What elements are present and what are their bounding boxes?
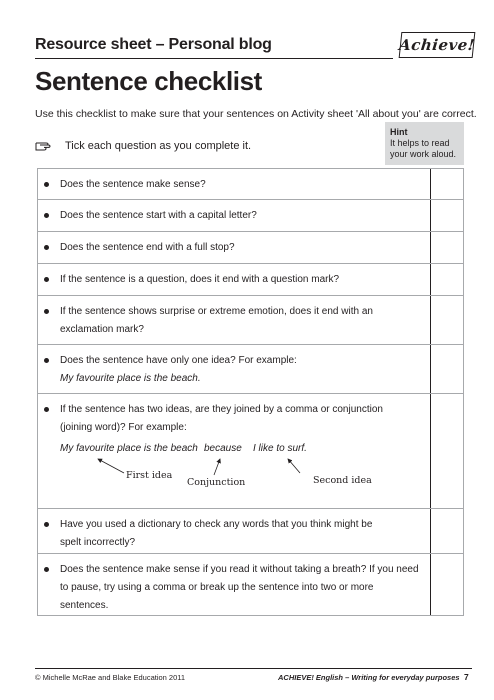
- tick-box[interactable]: [431, 169, 464, 200]
- tick-instruction-row: [35, 140, 251, 152]
- checklist-row: [38, 200, 464, 232]
- question-cell: [38, 345, 431, 394]
- bullet-icon: [44, 213, 49, 218]
- annotation-arrows: [38, 437, 428, 507]
- checklist-row: [38, 296, 464, 345]
- example-conjunction: because: [204, 443, 242, 454]
- series-title: ACHIEVE! English – Writing for everyday purposes: [278, 673, 460, 682]
- bullet-icon: [44, 309, 49, 314]
- conjunction-arrow: [214, 459, 220, 475]
- two-idea-example: [38, 437, 430, 507]
- tick-instruction-text: Tick each question as you complete it.: [65, 140, 252, 152]
- example-second-idea: I like to surf.: [253, 443, 307, 454]
- checklist-row: [38, 554, 464, 616]
- checklist-row: [38, 169, 464, 200]
- copyright-text: © Michelle McRae and Blake Education 2011: [35, 673, 186, 682]
- question-cell: [38, 232, 431, 264]
- question-cell: [38, 169, 431, 200]
- page-title: Sentence checklist: [35, 66, 262, 96]
- checklist-row: [38, 232, 464, 264]
- question-text-continued: to pause, try using a comma or break up the sentence into two or more sentences.: [60, 582, 374, 611]
- question-cell: [38, 509, 431, 554]
- pointing-hand-icon: [35, 140, 55, 152]
- achieve-logo-text: Achieve!: [398, 36, 476, 54]
- question-text: If the sentence shows surprise or extreme emotion, does it end with an: [60, 306, 373, 317]
- question-text: Have you used a dictionary to check any words that you think might be: [60, 519, 373, 530]
- tick-box[interactable]: [431, 200, 464, 232]
- tick-box[interactable]: [431, 554, 464, 616]
- question-text: If the sentence is a question, does it end with a question mark?: [60, 274, 340, 285]
- question-cell: [38, 554, 431, 616]
- second-idea-label: Second idea: [313, 475, 372, 486]
- question-cell: [38, 264, 431, 296]
- question-text: Does the sentence start with a capital letter?: [60, 210, 257, 221]
- question-cell: [38, 394, 431, 509]
- bullet-icon: [44, 522, 49, 527]
- checklist-row: [38, 509, 464, 554]
- checklist-table: [37, 168, 464, 616]
- tick-box[interactable]: [431, 232, 464, 264]
- intro-text: Use this checklist to make sure that your sentences on Activity sheet 'All about you' are correct.: [35, 108, 477, 120]
- question-text: Does the sentence end with a full stop?: [60, 242, 235, 253]
- question-text: Does the sentence make sense?: [60, 179, 206, 190]
- question-cell: [38, 200, 431, 232]
- question-cell: [38, 296, 431, 345]
- checklist-row: [38, 394, 464, 509]
- hint-title: Hint: [390, 127, 408, 137]
- conjunction-label: Conjunction: [187, 477, 246, 488]
- question-text: Does the sentence have only one idea? For example:: [60, 355, 297, 366]
- question-text: Does the sentence make sense if you read it without taking a breath? If you need: [60, 564, 419, 575]
- bullet-icon: [44, 277, 49, 282]
- tick-box[interactable]: [431, 394, 464, 509]
- checklist-row: [38, 264, 464, 296]
- hint-box: [385, 122, 464, 165]
- checklist-row: [38, 345, 464, 394]
- header-rule: [35, 58, 393, 59]
- bullet-icon: [44, 407, 49, 412]
- tick-box[interactable]: [431, 345, 464, 394]
- tick-box[interactable]: [431, 509, 464, 554]
- second-idea-arrow: [288, 459, 300, 473]
- footer-rule: [35, 668, 472, 669]
- resource-sheet-title: Resource sheet – Personal blog: [35, 36, 272, 53]
- bullet-icon: [44, 567, 49, 572]
- example-first-idea: My favourite place is the beach: [60, 443, 198, 454]
- hint-text: It helps to read your work aloud.: [390, 138, 457, 159]
- question-text-continued: (joining word)? For example:: [60, 422, 187, 433]
- header: [35, 30, 475, 60]
- question-text-continued: spelt incorrectly?: [60, 537, 136, 548]
- achieve-logo: [399, 32, 476, 58]
- bullet-icon: [44, 358, 49, 363]
- bullet-icon: [44, 245, 49, 250]
- question-text: If the sentence has two ideas, are they joined by a comma or conjunction: [60, 404, 383, 415]
- tick-box[interactable]: [431, 264, 464, 296]
- bullet-icon: [44, 182, 49, 187]
- example-sentence: My favourite place is the beach.: [60, 373, 201, 384]
- first-idea-label: First idea: [126, 470, 173, 481]
- question-text-continued: exclamation mark?: [60, 324, 144, 335]
- tick-box[interactable]: [431, 296, 464, 345]
- page-number: 7: [464, 672, 469, 682]
- first-idea-arrow: [98, 459, 124, 473]
